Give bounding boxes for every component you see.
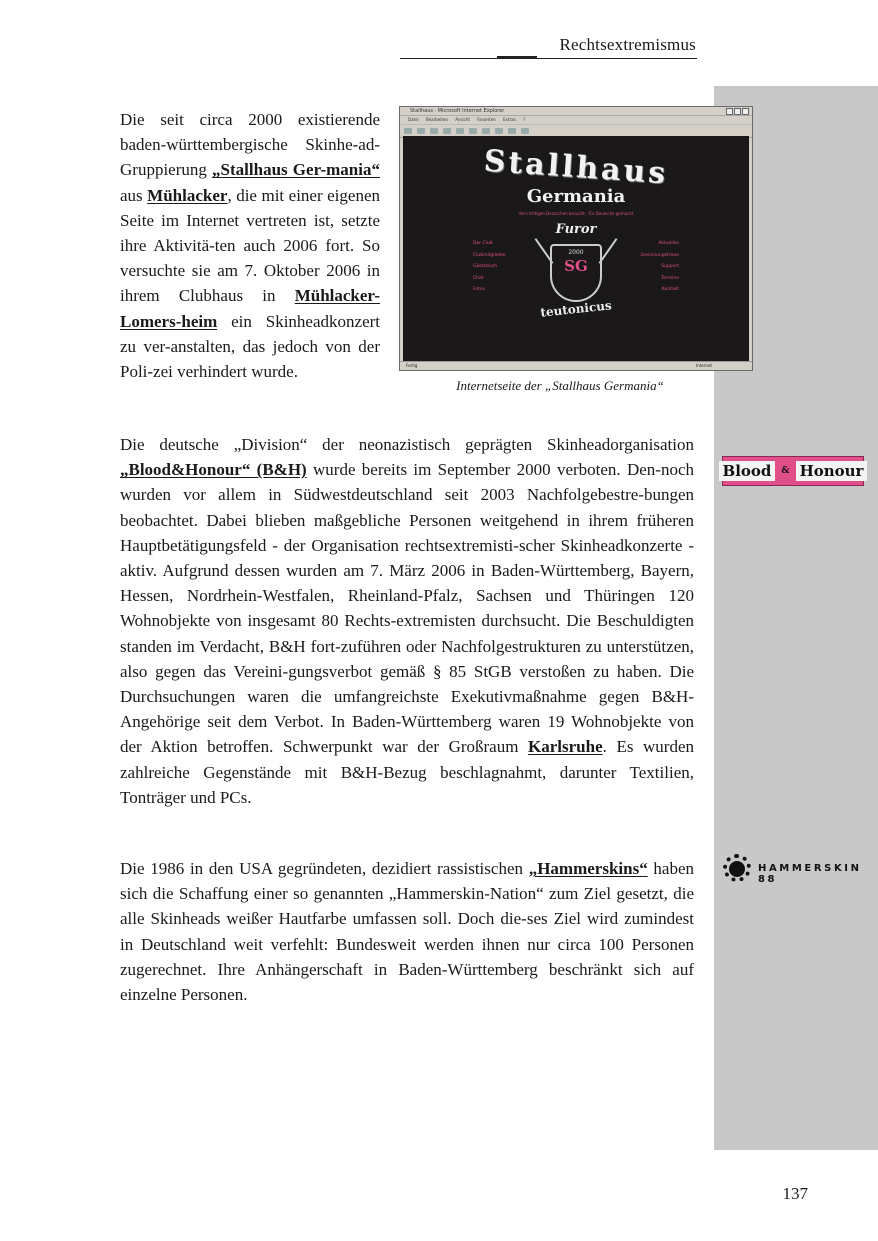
maximize-icon	[734, 108, 741, 115]
text-segment: Die deutsche „Division“ der neonazistisch geprägten Skinheadorganisation	[120, 435, 694, 454]
running-header: Rechtsextremismus	[559, 35, 696, 54]
paragraph-blood-honour	[120, 432, 694, 810]
emblem-initials: SG	[564, 257, 588, 275]
mail-icon	[508, 128, 516, 134]
window-buttons	[726, 108, 749, 115]
refresh-icon	[443, 128, 451, 134]
logo-text-amp: &	[781, 466, 790, 476]
status-left: Fertig	[406, 363, 418, 368]
paragraph-stallhaus	[120, 107, 380, 384]
browser-menubar: Datei Bearbeiten Ansicht Favoriten Extras ?	[408, 117, 526, 122]
blood-honour-logo	[722, 456, 864, 486]
status-right: Internet	[696, 363, 712, 368]
back-icon	[404, 128, 412, 134]
site-nav-item: Aktuelles	[658, 241, 679, 246]
text-segment: Die seit circa 2000 existierende baden-württembergische Skinhe-ad-Gruppierung	[120, 110, 380, 180]
minimize-icon	[726, 108, 733, 115]
page-number: 137	[782, 1184, 808, 1203]
emblem-teutonicus-banner: teutonicus	[539, 298, 613, 320]
site-emblem	[531, 222, 621, 332]
header-rule	[400, 58, 697, 59]
keyword-hammerskins: „Hammerskins“	[528, 859, 648, 878]
logo-text-blood: Blood	[719, 461, 776, 481]
site-nav-item: Support	[661, 264, 679, 269]
keyword-karlsruhe: Karlsruhe	[528, 737, 603, 757]
text-segment: haben sich die Schaffung einer so genannten „Hammerskin-Nation“ zum Ziel gesetzt, die alle Skinheads weißer Hautfarbe umfassen soll. Doch die-ses Ziel wird zumindest in Deutschland weit verfehlt: Bundesweit werden ihnen nur circa 100 Personen zugerechnet. Ihre Anhängerschaft in Baden-Württemberg beschränkt sich auf einzelne Personen.	[120, 859, 694, 1005]
text-segment: ein Skinheadkonzert zu ver-anstalten, das jedoch von der Poli-zei verhindert wurde.	[120, 311, 380, 382]
print-icon	[521, 128, 529, 134]
site-nav-item: Kontakt	[661, 287, 679, 292]
header-rule-tab	[497, 56, 537, 58]
site-nav-item: Der Club	[473, 241, 493, 246]
history-icon	[495, 128, 503, 134]
site-subtitle: Germania	[526, 186, 626, 207]
logo-text-honour: Honour	[796, 461, 868, 481]
stop-icon	[430, 128, 438, 134]
shield-icon	[550, 244, 602, 302]
text-segment: . Es wurden zahlreiche Gegenstände mit B&H-Bezug beschlagnahmt, darunter Textilien, Tonträger und PCs.	[120, 737, 695, 807]
keyword-stallhaus-germania: „Stallhaus Ger-mania“	[212, 160, 380, 180]
site-title: Stallhaus	[482, 143, 670, 192]
text-segment: Die 1986 in den USA gegründeten, dezidiert rassistischen	[120, 859, 529, 878]
site-nav-item: Termine	[661, 275, 679, 281]
text-segment: wurde bereits im September 2000 verboten. Den-noch wurden vor allem in Südwestdeutschland seit 2003 Nachfolgebestre-bungen beobachtet. Dabei blieben maßgebliche Personen weitgehend in ihrem früheren Hauptbetätigungsfeld - der Organisation rechtsextremisti-scher Skinheadkonzerte - aktiv. Aufgrund dessen wurden am 7. März 2006 in Baden-Württemberg, Bayern, Hessen, Nordrhein-Westfalen, Rheinland-Pfalz, Sachsen und Thüringen 120 Wohnobjekte von insgesamt 80 Rechts-extremisten durchsucht. Die Beschuldigten standen im Verdacht, B&H fort-zuführen oder Nachfolgestrukturen zu unterstützen, also gegen das Vereini-gungsverbot gemäß § 85 StGB verstoßen zu haben. Die Durchsuchungen waren die umfangreichste Exekutivmaßnahme gegen B&H-Angehörige seit dem Verbot. In Baden-Württemberg waren 19 Wohnobjekte von der Aktion betroffen. Schwerpunkt war der Großraum	[120, 460, 694, 757]
hammerskin-logo-text: HAMMERSKIN 88	[758, 863, 862, 885]
keyword-blood-honour: „Blood&Honour“ (B&H)	[120, 460, 307, 480]
text-segment: aus	[120, 185, 148, 205]
paragraph-hammerskins	[120, 856, 694, 1007]
site-nav-item: Gästebuch	[473, 264, 498, 269]
site-nav-item: Fotos	[473, 287, 486, 292]
keyword-muehlacker: Mühlacker	[147, 185, 228, 205]
home-icon	[456, 128, 464, 134]
browser-statusbar	[400, 361, 752, 370]
site-nav-item: Clubmitglieder	[473, 252, 507, 258]
website-screenshot	[399, 106, 753, 371]
hammerskin-logo	[722, 852, 868, 888]
browser-titlebar: Stallhaus · Microsoft Internet Explorer	[400, 107, 752, 116]
site-nav-item: Gesinnungstreue	[640, 252, 679, 258]
forward-icon	[417, 128, 425, 134]
hammer-icon	[729, 861, 745, 877]
site-nav-left	[473, 238, 506, 296]
site-nav-item: Chat	[473, 275, 484, 281]
text-segment: , die mit einer eigenen Seite im Internet vertreten ist, setzte ihre Aktivitä-ten auch 2006 fort. So versuchte sie am 7. Oktober 2006 in ihrem Clubhaus in	[120, 185, 380, 306]
site-nav-right	[641, 238, 679, 296]
close-icon	[742, 108, 749, 115]
website-content	[403, 136, 749, 363]
favorites-icon	[482, 128, 490, 134]
search-icon	[469, 128, 477, 134]
site-tagline: Von richtigen Deutschen besucht - für Deutsche gemacht	[518, 211, 634, 216]
emblem-furor-banner: Furor	[555, 222, 597, 237]
emblem-year: 2000	[568, 249, 584, 256]
keyword-muehlacker-lomersheim: Mühlacker-Lomers-heim	[120, 286, 380, 331]
figure-caption: Internetseite der „Stallhaus Germania“	[456, 378, 664, 393]
